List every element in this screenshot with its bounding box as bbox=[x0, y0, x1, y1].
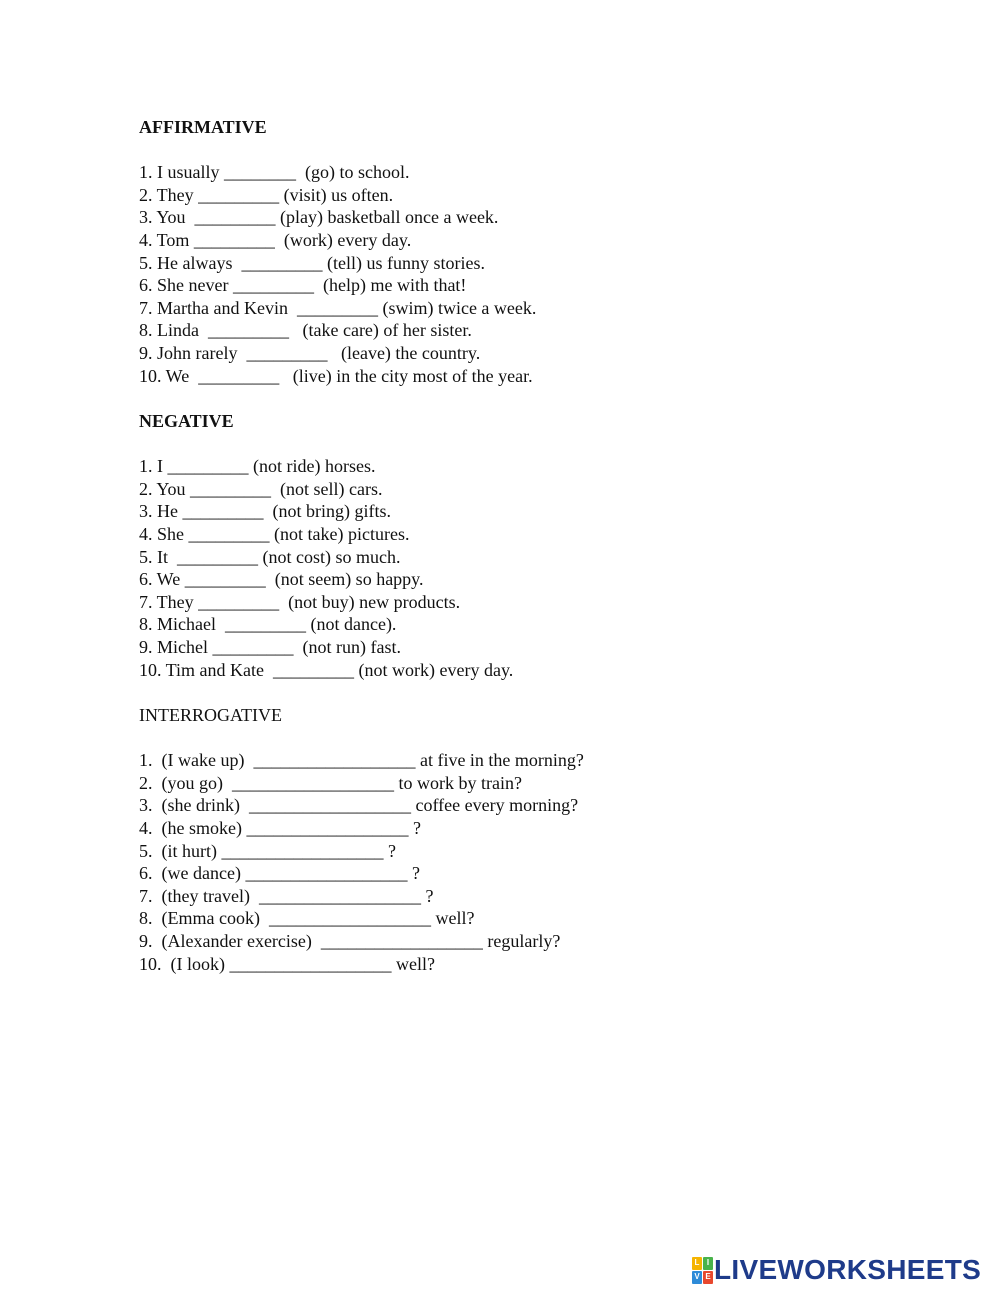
interrogative-item-3: 3. (she drink) __________________ coffee every morning? bbox=[139, 795, 579, 816]
logo-tile-i: I bbox=[703, 1257, 713, 1270]
affirmative-item-6: 6. She never _________ (help) me with that! bbox=[139, 275, 467, 296]
negative-item-8: 8. Michael _________ (not dance). bbox=[139, 614, 397, 635]
logo-tile-l: L bbox=[692, 1257, 702, 1270]
negative-item-5: 5. It _________ (not cost) so much. bbox=[139, 546, 401, 567]
affirmative-item-8: 8. Linda _________ (take care) of her sister. bbox=[139, 320, 472, 341]
interrogative-item-9: 9. (Alexander exercise) __________________ regularly? bbox=[139, 930, 561, 951]
negative-item-1: 1. I _________ (not ride) horses. bbox=[139, 456, 376, 477]
interrogative-section bbox=[139, 704, 839, 975]
affirmative-item-9: 9. John rarely _________ (leave) the country. bbox=[139, 342, 481, 363]
interrogative-list bbox=[139, 749, 839, 975]
negative-item-10: 10. Tim and Kate _________ (not work) every day. bbox=[139, 659, 514, 680]
interrogative-item-8: 8. (Emma cook) __________________ well? bbox=[139, 908, 475, 929]
logo-tile-e: E bbox=[703, 1271, 713, 1284]
affirmative-item-3: 3. You _________ (play) basketball once a week. bbox=[139, 207, 499, 228]
affirmative-item-5: 5. He always _________ (tell) us funny stories. bbox=[139, 252, 485, 273]
interrogative-item-1: 1. (I wake up) __________________ at five in the morning? bbox=[139, 750, 584, 771]
liveworksheets-logo[interactable] bbox=[692, 1254, 981, 1286]
negative-item-4: 4. She _________ (not take) pictures. bbox=[139, 523, 410, 544]
interrogative-item-4: 4. (he smoke) __________________ ? bbox=[139, 817, 421, 838]
interrogative-heading: INTERROGATIVE bbox=[139, 705, 282, 725]
affirmative-item-1: 1. I usually ________ (go) to school. bbox=[139, 162, 410, 183]
interrogative-item-2: 2. (you go) __________________ to work by train? bbox=[139, 772, 522, 793]
logo-tile-v: V bbox=[692, 1271, 702, 1284]
negative-item-6: 6. We _________ (not seem) so happy. bbox=[139, 569, 424, 590]
affirmative-section bbox=[139, 116, 839, 387]
interrogative-item-5: 5. (it hurt) __________________ ? bbox=[139, 840, 396, 861]
negative-item-7: 7. They _________ (not buy) new products. bbox=[139, 591, 461, 612]
affirmative-list bbox=[139, 161, 839, 387]
affirmative-item-2: 2. They _________ (visit) us often. bbox=[139, 184, 394, 205]
negative-item-9: 9. Michel _________ (not run) fast. bbox=[139, 636, 401, 657]
negative-item-2: 2. You _________ (not sell) cars. bbox=[139, 478, 383, 499]
negative-item-3: 3. He _________ (not bring) gifts. bbox=[139, 501, 391, 522]
negative-section bbox=[139, 410, 839, 681]
interrogative-item-10: 10. (I look) __________________ well? bbox=[139, 953, 435, 974]
affirmative-item-4: 4. Tom _________ (work) every day. bbox=[139, 229, 412, 250]
affirmative-heading: AFFIRMATIVE bbox=[139, 117, 267, 137]
affirmative-item-7: 7. Martha and Kevin _________ (swim) twice a week. bbox=[139, 297, 537, 318]
liveworksheets-logo-icon bbox=[692, 1257, 712, 1283]
affirmative-item-10: 10. We _________ (live) in the city most of the year. bbox=[139, 365, 533, 386]
liveworksheets-wordmark: LIVEWORKSHEETS bbox=[714, 1254, 982, 1285]
negative-list bbox=[139, 455, 839, 681]
interrogative-item-7: 7. (they travel) __________________ ? bbox=[139, 885, 434, 906]
negative-heading: NEGATIVE bbox=[139, 411, 234, 431]
interrogative-item-6: 6. (we dance) __________________ ? bbox=[139, 863, 420, 884]
